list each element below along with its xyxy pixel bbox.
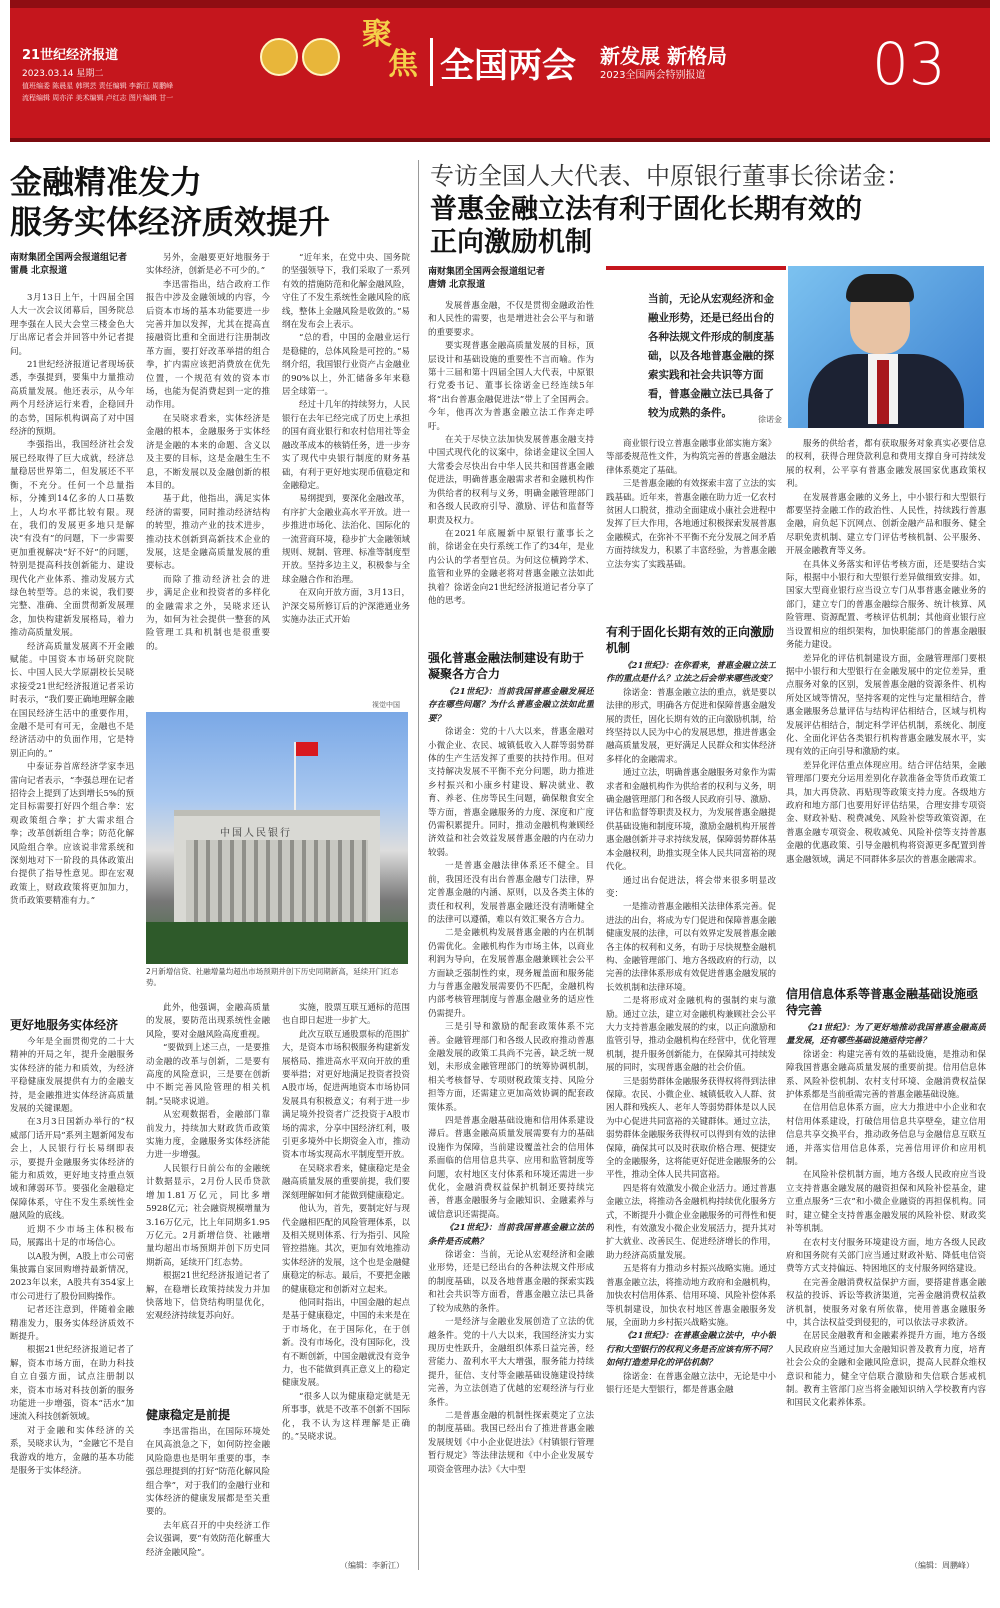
interviewee-portrait	[788, 266, 984, 428]
body-paragraph: 在吴晓求看来，健康稳定是金融高质量发展的重要前提，我们要深刻理解如何才能做到健康稳定。	[282, 1163, 410, 1201]
body-paragraph: 二是金融机构发展普惠金融的内在机制仍需优化。金融机构作为市场主体，以商业利润为导向，在发展普惠金融兼顾社会公平方面缺乏强制性约束，现务履盖面和服务能力与普惠金融发展需要仍不匹配，金融机构内部考核管理制度与普惠金融业务的适应性仍需提升。	[428, 928, 594, 1019]
body-paragraph: 四是普惠金融基础设施和信用体系建设滞后。普惠金融高质量发展需要有力的基础设施作为保障，当前建设覆盖社会的信用体系面临的信用信息共享、应用和监管制度等问题，农村地区支付体系和环境还需进一步优化，金融消费权益保护机制还要持续完善，普惠金融服务与金融知识、金融素养与诚信意识还需提高。	[428, 1116, 594, 1220]
left-col-1b	[10, 1036, 134, 1568]
right-byline	[428, 266, 545, 292]
slogan-sub: 2023全国两会特别报道	[600, 70, 706, 81]
bank-sign: 中国人民银行	[220, 828, 292, 839]
right-headline	[430, 160, 990, 259]
body-paragraph: 3月13日上午，十四届全国人大一次会议闭幕后，国务院总理李强在人民大会堂三楼金色大厅出席记者会并回答中外记者提问。	[10, 293, 134, 357]
right-byline-line1: 南财集团全国两会报道组记者	[428, 267, 546, 277]
body-paragraph: 一是推动普惠金融相关法律体系完善。促进法的出台，将成为专门促进和保障普惠金融健康发展的法律，可以有效界定发展普惠金融各主体的权利和义务，有助于尽快规整金融机构、金融管理部门、地方各级政府的行动，以完善的法律体系形成有效促进普惠金融发展的长效机制和法律环境。	[606, 902, 776, 993]
body-paragraph: 他同时指出，中国金融的起点是基于健康稳定，中国的未来是在于市场化，在于国际化，在于创新。没有市场化，没有国际化，没有不断创新，中国金融就没有竞争力，也不能做到真正意义上的稳定健康发展。	[282, 1297, 410, 1389]
staff-line: 值班编委 陈晨星 韩琪芸 责任编辑 李新江 周鹏峰	[22, 82, 174, 90]
left-col-3	[282, 252, 410, 692]
banner-info	[22, 44, 173, 103]
left-headline-line1: 金融精准发力	[10, 163, 203, 201]
photo-caption: 2月新增信贷、社融增量均超出市场预期并创下历史同期新高，延续开门红态势。	[146, 967, 399, 987]
body-paragraph: “要做到上述三点，一是要推动金融的改革与创新，二是要有高度的风险意识，三是要在创新中不断完善风险管理的相关机制。”吴晓求说道。	[146, 1043, 270, 1107]
body-paragraph: 在2021年底履新中原银行董事长之前，徐诺金在央行系统工作了约34年，是业内公认的学者型官员。为何这位横跨学术、监管和业界的金融老将对普惠金融立法如此执着？徐诺金向21世纪经济报道记者分享了他的思考。	[428, 528, 594, 606]
body-paragraph: 一是普惠金融法律体系还不健全。目前，我国还没有出台普惠金融专门法律，界定普惠金融的内涵、原则，以及各类主体的责任和权利，发展普惠金融还没有清晰健全的法律可以遵循，难以有效汇聚各方合力。	[428, 861, 594, 925]
body-paragraph: 五是将有力推动乡村振兴战略实施。通过普惠金融立法，将推动地方政府和金融机构，加快农村信用体系、信用环境、风险补偿体系等机制建设，加快农村地区普惠金融服务发展，全面助力乡村振兴战略实施。	[606, 1264, 776, 1328]
body-paragraph: 从宏观数据看，金融部门靠前发力，持续加大财政货币政策实施力度，金融服务实体经济能力进一步增强。	[146, 1110, 270, 1161]
body-paragraph: 要实现普惠金融高质量发展的目标，顶层设计和基础设施的重要性不言而喻。作为第十三届和第十四届全国人大代表，中原银行党委书记、董事长徐诺金已经连续5年将“出台普惠金融促进法”带上了全国两会。今年，他再次为普惠金融立法工作奔走呼吁。	[428, 341, 594, 432]
body-paragraph: 通过出台促进法，将会带来很多明显改变：	[606, 875, 776, 899]
banner-bottom-rule	[10, 138, 990, 142]
body-paragraph: 记者还注意到，伴随着金融精准发力，服务实体经济质效不断提升。	[10, 1305, 134, 1342]
section-title: 全国两会	[440, 46, 576, 86]
body-paragraph: 差异化评估重点体现应用。结合评估结果，金融管理部门要充分运用差别化存款准备金等货币政策工具，加大再贷款、再贴现等政策支持力度。各级地方政府和地方部门也要用好评估结果，合理安排专项资金、财政补贴、税费减免、风险补偿等政策资源，在普惠金融专项资金、税收减免、风险补偿等支持普惠金融的优惠政策、引导金融机构将资源更多配置到普惠金融领域，满足不同群体多层次的普惠金融需求。	[786, 760, 986, 865]
right-editor: （编辑：周鹏峰）	[910, 1561, 974, 1570]
body-paragraph: 在风险补偿机制方面，地方各级人民政府应当设立支持普惠金融发展的融资担保和风险补偿基金，建立重点服务“三农”和小微企业融资的再担保机构。同时，建立健全支持普惠金融发展的风险补偿、财政奖补等机制。	[786, 1170, 986, 1235]
left-col-2	[146, 252, 270, 704]
left-subhead-2: 健康稳定是前提	[146, 1408, 231, 1422]
right-byline-line2: 唐婧 北京报道	[428, 280, 486, 290]
body-paragraph: 徐诺金：当前，无论从宏观经济和金融业形势，还是已经出台的各种法规文件形成的制度基础，以及各地普惠金融的探索实践和社会共识等方面看，普惠金融立法已具备了较为成熟的条件。	[428, 1250, 594, 1314]
cppcc-emblem-icon	[302, 38, 340, 76]
body-paragraph: 根据21世纪经济报道记者了解，在稳增长政策持续发力并加快落地下，信贷结构明显优化，宏观经济持续复苏向好。	[146, 1271, 270, 1322]
flag-icon	[296, 742, 318, 756]
question-paragraph: 《21世纪》：当前我国普惠金融立法的条件是否成熟？	[428, 1223, 594, 1247]
body-paragraph: 在具体义务落实和评估考核方面，还是要结合实际，根据中小银行和大型银行差异做细致安排。如，国家大型商业银行应当设立专门从事普惠金融业务的部门，建立专门的普惠金融综合服务、统计核算、风险管理、资源配置、考核评估机制；其他商业银行应当设置相应的组织架构，加快职能部门的普惠金融服务能力建设。	[786, 559, 986, 651]
body-paragraph: 在关于尽快立法加快发展普惠金融支持中国式现代化的议案中，徐诺金建议全国人大常委会尽快出台中华人民共和国普惠金融促进法，明确普惠金融需求者和金融机构作为供给者的权利与义务，明确金融管理部门和各级人民政府引导、激励、评估和监督等职责及权力。	[428, 435, 594, 526]
body-paragraph: 在居民金融教育和金融素养提升方面，地方各级人民政府应当通过加大金融知识普及教育力度，培育社会公众的金融和金融风险意识，提高人民群众维权意识和能力，健全守信联合激励和失信联合惩戒机制。教育主管部门应当将金融知识纳入学校教育内容和国民文化素养体系。	[786, 1331, 986, 1409]
body-paragraph: 而除了推动经济社会的进步，满足企业和投资者的多样化的金融需求之外，吴晓求还认为，如何为社会提供一整套的风险管理工具和机制也是很重要的。	[146, 574, 270, 652]
left-editor: （编辑：李新江）	[340, 1561, 404, 1570]
page-number: 03	[872, 30, 946, 98]
body-paragraph: 二是将形成对金融机构的强制约束与激励。通过立法，建立对金融机构兼顾社会公平大力支持普惠金融发展的约束，以正向激励和监管引导，推动金融机构在经营中，优化管理机制，提升服务创新能力，在保障其可持续发展的同时，实现普惠金融的社会价值。	[606, 996, 776, 1074]
right-subhead-1: 强化普惠金融法制建设有助于凝聚各方合力	[428, 651, 585, 681]
body-paragraph: 21世纪经济报道记者现场获悉，李强提到，要集中力量推动高质量发展。他还表示，从今年两个月经济运行来看，企稳回升的态势，国际机构调高了对中国经济的预期。	[10, 360, 134, 438]
body-paragraph: 四是将有效激发小微企业活力。通过普惠金融立法，将推动各金融机构持续优化服务方式，不断提升小微企业金融服务的可得性和便利性，有效激发小微企业发展活力，提升其对扩大就业、改善民生、促进经济增长的作用，助力经济高质量发展。	[606, 1183, 776, 1261]
column-divider	[418, 160, 419, 1570]
body-paragraph: 徐诺金：在普惠金融立法中，无论是中小银行还是大型银行，都是普惠金融	[606, 1371, 776, 1395]
body-paragraph: 差异化的评估机制建设方面，金融管理部门要根据中小银行和大型银行在金融发展中的定位差异，重点服务对象的区别，发展普惠金融的资源条件、机构所处区域等情况，坚持客观的定性与定量相结合，普惠金融服务总量评估与结构评估相结合，区域与机构发展评估相结合，制定科学评估机制，系统化、制度化、全面化评估各类银行机构普惠金融发展水平，实现有效的正向引导和激励约束。	[786, 653, 986, 758]
right-col-3b	[786, 1022, 986, 1558]
body-paragraph: 近期不少市场主体积极布局，展露出十足的市场信心。	[10, 1224, 134, 1249]
body-paragraph: 在完善金融消费权益保护方面，要搭建普惠金融权益的投诉、诉讼等救济渠道，完善金融消费权益救济机制，使服务对象有所依靠，使用普惠金融服务中，其合法权益受到侵犯的，可以依法寻求救济。	[786, 1277, 986, 1328]
central-bank-photo	[146, 712, 408, 964]
question-paragraph: 《21世纪》：当前我国普惠金融发展还存在哪些问题？为什么普惠金融立法如此重要？	[428, 687, 594, 724]
body-paragraph: 三是弱势群体金融服务获得权将得到法律保障。农民、小微企业、城镇低收入人群、贫困人群和残疾人、老年人等弱势群体是以人民为中心促进共同富裕的关键群体。通过立法，弱势群体金融服务获得权可以得到有效的法律保障，确保其可以及时获取价格合理、便捷安全的金融服务，这将能更好促进金融服务的公平性，推动全体人民共同富裕。	[606, 1076, 776, 1181]
body-paragraph: 在吴晓求看来，实体经济是金融的根本，金融服务于实体经济是金融的本来的命题、含义以及主要的目标，这是金融生生不息，不断发展以及金融创新的根本目的。	[146, 413, 270, 491]
right-headline-line2: 普惠金融立法有利于固化长期有效的	[430, 194, 862, 225]
staff-line: 流程编辑 周亦洋 美术编辑 卢红志 图片编辑 甘一	[22, 94, 174, 102]
body-paragraph: 经济高质量发展离不开金融赋能。中国资本市场研究院院长、中国人民大学原副校长吴晓求接受21世纪经济报道记者采访时表示，“我们要正确地理解金融在国民经济生活中的重要作用，金融不是可有可无，金融也不是经济活动中的负面作用，它是特别正向的。”	[10, 641, 134, 759]
left-col-3b	[282, 1002, 410, 1562]
left-col-2b	[146, 1002, 270, 1398]
body-paragraph: 中泰证券首席经济学家李迅雷向记者表示，“李强总理在记者招待会上提到了达到增长5%的预定目标需要打好四个组合拳：宏观政策组合拳；扩大需求组合拳；改革创新组合拳；防范化解风险组合拳。应该说非常系统和深刻地对下一阶段的具体政策出台提供了指导性意见。即在宏观政策上，财政政策将更加加力，货币政策要精准有力。”	[10, 762, 134, 907]
body-paragraph: 徐诺金：普惠金融立法的重点，就是要以法律的形式，明确各方促进和保障普惠金融发展的责任，固化长期有效的正向激励机制，给终坚持以人民为中心的发展思想，推进普惠金融高质量发展，更好满足人民群众和实体经济多样化的金融需求。	[606, 687, 776, 765]
body-paragraph: 在3月3日国新办举行的“权威部门话开局”系列主题新闻发布会上，人民银行行长易纲即表示，要提升金融服务实体经济的能力和质效，更好地支持重点领域和薄弱环节。要强化金融稳定保障体系，守住不发生系统性金融风险的底线。	[10, 1117, 134, 1222]
bank-columns	[186, 840, 368, 922]
right-col-2	[606, 438, 776, 614]
question-paragraph: 《21世纪》：在你看来，普惠金融立法工作的重点是什么？立法之后会带来哪些改变？	[606, 661, 776, 685]
quote-accent-bar	[606, 266, 786, 270]
focus-char-1: 聚	[362, 17, 392, 52]
right-col-1b	[428, 686, 594, 1566]
paper-name: 21世纪经济报道	[22, 48, 119, 63]
body-paragraph: 此外，他强调，金融高质量的发展，要防范出现系统性金融风险，要对金融风险高度重视。	[146, 1003, 270, 1040]
body-paragraph: 李迅雷指出，在国际环境处在风高浪急之下，如何防控金融风险隐患也是明年重要的事，李强总理提到的打好“防范化解风险组合拳”，对于我们的金融行业和实体经济的健康发展都是至关重要的。	[146, 1427, 270, 1518]
left-byline-line2: 雷晨 北京报道	[10, 266, 68, 276]
lawn	[146, 922, 408, 964]
question-paragraph: 《21世纪》：为了更好地推动我国普惠金融高质量发展，还有哪些基础设施亟待完善？	[786, 1023, 986, 1047]
left-headline	[10, 162, 410, 242]
body-paragraph: 三是引导和激励的配套政策体系不完善。金融管理部门和各级人民政府推动普惠金融发展的政策工具尚不完善，缺乏统一规划，未形成金融管理部门的统筹协调机制，相关考核督导、专项财税政策支持、风险分担等方面，还需建立更加高效协调的配套政策体系。	[428, 1022, 594, 1113]
page-banner	[10, 0, 990, 138]
left-subhead-1: 更好地服务实体经济	[10, 1018, 119, 1032]
right-subhead-2: 有利于固化长期有效的正向激励机制	[606, 625, 775, 655]
body-paragraph: 一是经济与金融业发展创造了立法的优越条件。党的十八大以来，我国经济实力实现历史性跃升，金融组织体系日益完善，经营能力、盈利水平大大增强，服务能力持续提升，征信、支付等金融基础设施建设持续完善，为立法创造了优越的宏观经济与行业条件。	[428, 1317, 594, 1408]
body-paragraph: 今年是全面贯彻党的二十大精神的开局之年，提升金融服务实体经济的能力和质效，为经济平稳健康发展提供有力的金融支持，是金融推进实体经济高质量发展的关键课题。	[10, 1037, 134, 1115]
body-paragraph: 在农村支付服务环境建设方面，地方各级人民政府和国务院有关部门应当通过财政补贴、降低电信资费等方式支持偏远、特困地区的支付服务网络建设。	[786, 1237, 986, 1275]
left-byline	[10, 252, 127, 278]
body-paragraph: 李强指出，我国经济社会发展已经取得了巨大成就，经济总量稳居世界第二，但发展还不平衡，不充分。任何一个总量指标，分摊到14亿多的人口基数上，人均水平都比较有限。现在，我们的发展更多地只是解决“有没有”的问题，下一步需要更加重视解决“好不好”的问题，特别是提高科技创新能力、建设现代化产业体系、推动发展方式绿色转型等。总的来说，我们要完整、准确、全面贯彻新发展理念，加快构建新发展格局，着力推动高质量发展。	[10, 440, 134, 639]
body-paragraph: 对于金融和实体经济的关系，吴晓求认为，“金融它不是自我游戏的地方，金融的基本功能是服务于实体经济。	[10, 1425, 134, 1476]
body-paragraph: 易纲提到，要深化金融改革，有序扩大金融业高水平开放。进一步推进市场化、法治化、国际化的一流营商环境，稳步扩大金融领域规则、规制、管理、标准等制度型开放。坚持多边主义，积极参与全球金融合作和治理。	[282, 494, 410, 585]
photo-credit: 视觉中国	[372, 701, 400, 709]
body-paragraph: 李迅雷指出，结合政府工作报告中涉及金融领域的内容，今后资本市场的基本功能要进一步完善并加以发挥，尤其在提高直接融资比重和全面进行注册制改革方面，要打好改革举措的组合拳，扩内需应该把消费放在优先位置，一个规范有效的资本市场，也能为促消费起到一定的推动作用。	[146, 279, 270, 411]
right-col-1	[428, 300, 594, 638]
body-paragraph: 另外，金融要更好地服务于实体经济，创新是必不可少的。”	[146, 253, 270, 277]
left-col-2c	[146, 1426, 270, 1568]
body-paragraph: 去年底召开的中央经济工作会议强调，要“有效防范化解重大经济金融风险”。	[146, 1520, 270, 1558]
body-paragraph: 根据21世纪经济报道记者了解，资本市场方面，在助力科技自立自强方面，试点注册制以来，资本市场对科技创新的服务功能进一步增强，资本“活水”加速流入科技创新领域。	[10, 1345, 134, 1423]
national-emblem-icon	[260, 38, 298, 76]
body-paragraph: 经过十几年的持续努力，人民银行在去年已经完成了历史上承担的国有商业银行和农村信用社等金融改革成本的核销任务，进一步夯实了现代中央银行制度的财务基础，有利于更好地实现币值稳定和金融稳定。	[282, 400, 410, 491]
body-paragraph: 服务的供给者，都有获取服务对象真实必要信息的权利，获得合理贷款利息和费用支撑自身可持续发展的权利，公平享有普惠金融发展国家优惠政策权利。	[786, 439, 986, 490]
body-paragraph: 人民银行日前公布的金融统计数据显示，2月份人民币贷款增加1.81万亿元，同比多增5928亿元；社会融资规模增量为3.16万亿元，比上年同期多1.95万亿元。2月新增信贷、社融增量均超出市场预期并创下历史同期新高，延续开门红态势。	[146, 1163, 270, 1268]
left-headline-line2: 服务实体经济质效提升	[10, 203, 331, 241]
body-paragraph: 二是普惠金融的机制性探索奠定了立法的制度基础。我国已经出台了推进普惠金融发展规划《中小企业促进法》《村镇银行管理暂行规定》等法律法规和《中小企业发展专项资金管理办法》《大中型	[428, 1410, 594, 1475]
body-paragraph: “总的看，中国的金融业运行是稳健的，总体风险是可控的。”易纲介绍，我国银行业资产占金融业的90%以上，外汇储备多年来稳居全球第一。	[282, 333, 410, 398]
body-paragraph: 基于此，他指出，满足实体经济的需要，同时推动经济结构的转型，推动产业的技术进步，推动技术创新到高新技术企业的发展，这是金融高质量发展的重要标志。	[146, 494, 270, 572]
body-paragraph: 实施，股票互联互通标的范围也自即日起进一步扩大。	[282, 1003, 410, 1027]
body-paragraph: 发展普惠金融，不仅是贯彻金融政治性和人民性的需要，也是增进社会公平与和谐的重要要求。	[428, 301, 594, 338]
body-paragraph: 在信用信息体系方面，应大力推进中小企业和农村信用体系建设，打破信用信息共享壁垒，建立信用信息共享交换平台，推动政务信息与金融信息互联互通，并落实信用信息体系，完善信用评价和应用机制。	[786, 1103, 986, 1168]
body-paragraph: “很多人以为健康稳定就是无所事事，就是不改革不创新不国际化，我不认为这样理解是正确的。”吴晓求说。	[282, 1391, 410, 1442]
left-byline-line1: 南财集团全国两会报道组记者	[10, 253, 128, 263]
body-paragraph: 在双向开放方面，3月13日，沪深交易所修订后的沪深港通业务实施办法正式开始	[282, 588, 410, 625]
right-col-3	[786, 438, 986, 976]
body-paragraph: 以A股为例，A股上市公司密集披露自家回购增持最新情况，2023年以来，A股共有354家上市公司进行了股份回购操作。	[10, 1251, 134, 1302]
slogan: 新发展 新格局	[600, 44, 727, 68]
body-paragraph: 在发展普惠金融的义务上，中小银行和大型银行都要坚持金融工作的政治性、人民性，持续践行普惠金融，肩负起下沉网点、创新金融产品和服务、健全尽职免责机制、建立专门评估考核机制、公平服务、开展金融教育等义务。	[786, 492, 986, 557]
portrait-hair	[846, 274, 914, 302]
question-paragraph: 《21世纪》：在普惠金融立法中，中小银行和大型银行的权利义务是否应该有所不同？如何打造差异化的评估机制？	[606, 1331, 776, 1369]
right-headline-line3: 正向激励机制	[430, 227, 592, 258]
focus-char-2: 焦	[388, 47, 418, 82]
body-paragraph: 徐诺金：党的十八大以来，普惠金融对小微企业、农民、城镇低收入人群等弱势群体的生产生活发挥了重要的扶持作用。但对支持解决发展不平衡不充分问题，助力推进乡村振兴和小康乡村建设、解决就业、教育、养老、住房等民生问题，确保粮食安全等方面，普惠金融服务的力度、深度和广度仍需积累提升。同时，推动金融机构兼顾经济效益和社会效益发展普惠金融的内在动力较弱。	[428, 727, 594, 858]
right-col-2b	[606, 660, 776, 1566]
portrait-tie	[877, 360, 889, 424]
body-paragraph: 商业银行设立普惠金融事业部实施方案》等部委规范性文件，为构筑完善的普惠金融法律体系奠定了基础。	[606, 439, 776, 476]
body-paragraph: 他认为，首先，要制定好与现代金融相匹配的风险管理体系，以及相关规则体系、行为指引、风险管控措施。其次，更加有效地推动实体经济的发展，这个也是金融健康稳定的标志。最后，不要把金融的健康稳定和创新对立起来。	[282, 1204, 410, 1295]
pull-quote-name: 徐诺金	[758, 415, 782, 424]
body-paragraph: 此次互联互通股票标的范围扩大，是资本市场积极服务构建新发展格局、推进高水平双向开放的重要举措；对更好地满足投资者投资A股市场，促进两地资本市场协同发展具有积极意义；有利于进一步满足境外投资者广泛投资于A股市场的需求，分享中国经济红利，吸引更多境外中长期资金入市，推动资本市场实现高水平制度型开放。	[282, 1029, 410, 1161]
body-paragraph: 徐诺金：构建完善有效的基础设施，是推动和保障我国普惠金融高质量发展的重要前提。信用信息体系、风险补偿机制、农村支付环境、金融消费权益保护体系都是当前亟需完善的普惠金融基础设施。	[786, 1049, 986, 1101]
issue-date: 2023.03.14 星期二	[22, 69, 104, 79]
banner-top-strip	[10, 0, 990, 8]
right-headline-line1: 专访全国人大代表、中原银行董事长徐诺金：	[430, 162, 910, 190]
banner-divider	[430, 38, 433, 86]
body-paragraph: 通过立法，明确普惠金融服务对象作为需求者和金融机构作为供给者的权利与义务，明确金融管理部门和各级人民政府引导、激励、评估和监督等职责及权力，为发展普惠金融提供基础设施和制度环境，激励金融机构开展普惠金融创新并寻求持续发展，保障弱势群体基本金融权利，助推实现全体人民共同富裕的现代化。	[606, 768, 776, 873]
right-subhead-3: 信用信息体系等普惠金融基础设施亟待完善	[786, 987, 979, 1017]
left-col-1	[10, 292, 134, 1004]
pull-quote: 当前，无论从宏观经济和金融业形势，还是已经出台的各种法规文件形成的制度基础，以及各地普惠金融的探索实践和社会共识等方面看，普惠金融立法已具备了较为成熟的条件。	[648, 293, 774, 419]
body-paragraph: 三是普惠金融的有效探索丰富了立法的实践基础。近年来，普惠金融在助力近一亿农村贫困人口脱贫，推动全面建成小康社会进程中发挥了巨大作用，各地通过积极探索发展普惠金融模式，在弥补不平衡不充分发展之间矛盾方面持续发力，积累了丰富经验，为普惠金融立法夯实了实践基础。	[606, 479, 776, 570]
body-paragraph: “近年来，在党中央、国务院的坚强领导下，我们采取了一系列有效的措施防范和化解金融风险，守住了不发生系统性金融风险的底线，整体上金融风险是收敛的。”易纲在发布会上表示。	[282, 253, 410, 331]
